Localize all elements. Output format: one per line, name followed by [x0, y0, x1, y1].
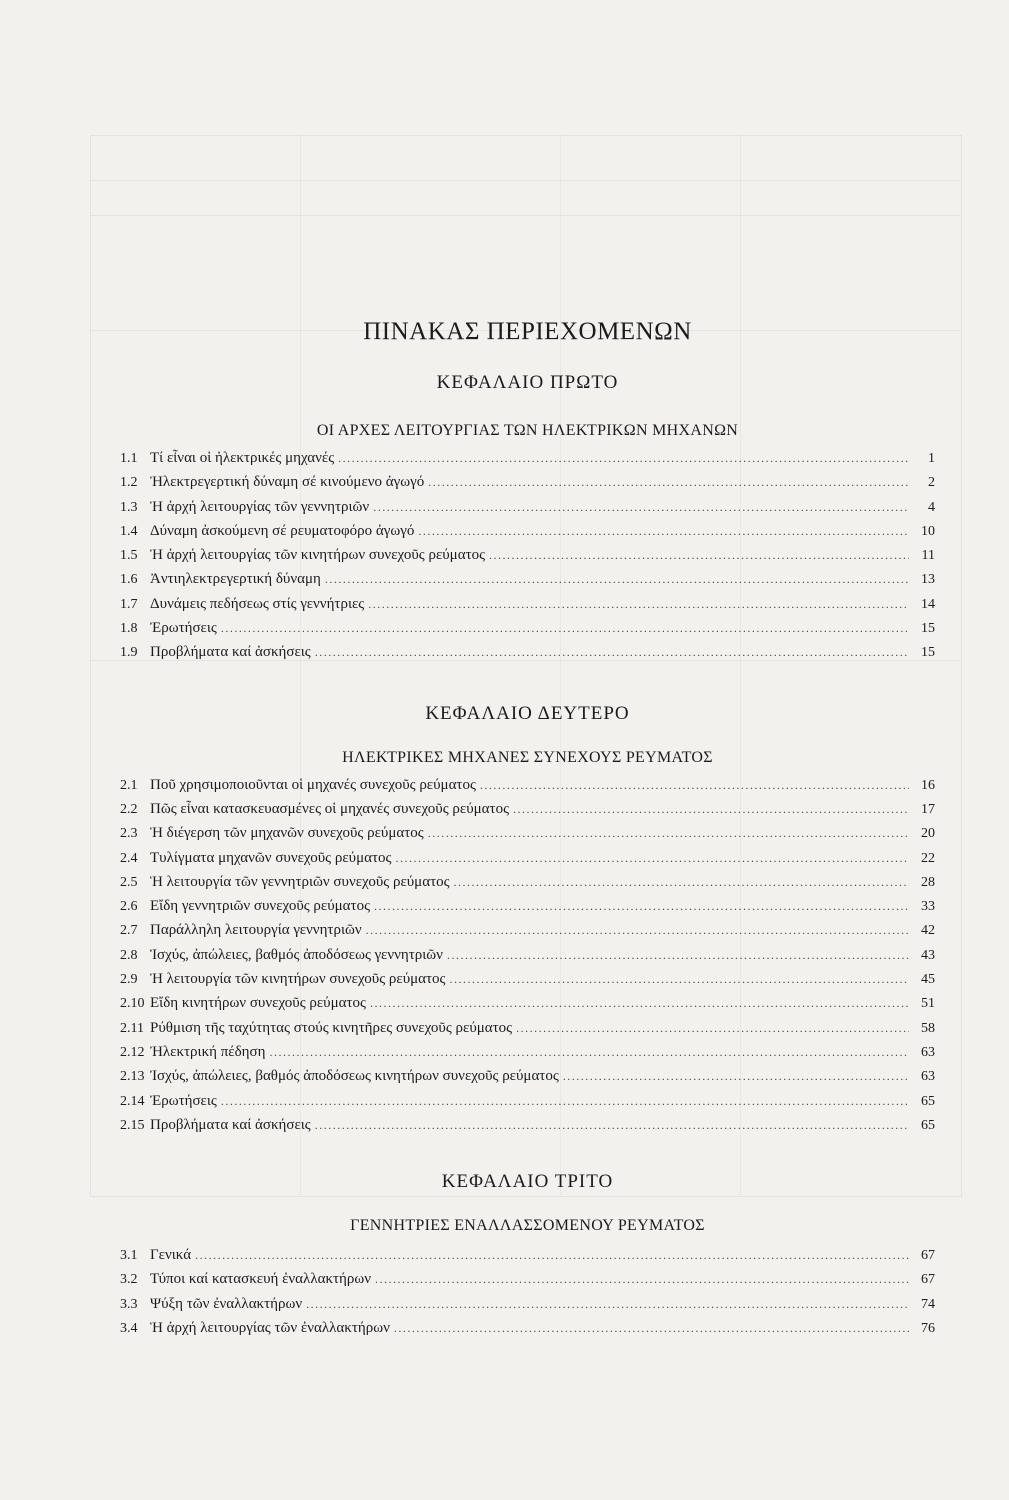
chapter-entries: [120, 1247, 935, 1344]
chapter-3: [120, 1167, 935, 1344]
section-title: Ἀντιηλεκτρεγερτική δύναμη: [150, 571, 321, 588]
dot-leader: [513, 802, 909, 817]
section-number: 1.7: [120, 596, 138, 612]
toc-entry[interactable]: [120, 995, 935, 1019]
toc-entry[interactable]: [120, 1044, 935, 1068]
toc-entry[interactable]: [120, 474, 935, 498]
section-title: Δυνάμεις πεδήσεως στίς γεννήτριες: [150, 595, 365, 612]
toc-entry[interactable]: [120, 644, 935, 668]
section-title: Εἴδη κινητήρων συνεχοῦς ρεύματος: [150, 995, 366, 1012]
page-number: 76: [921, 1321, 935, 1337]
section-title: Προβλήματα καί ἀσκήσεις: [150, 644, 311, 661]
bleed-through-line: [90, 180, 960, 181]
section-number: 1.8: [120, 621, 138, 637]
page-number: 42: [921, 923, 935, 939]
dot-leader: [516, 1021, 909, 1036]
page-number: 17: [921, 801, 935, 817]
section-title: Ἐρωτήσεις: [150, 1092, 217, 1109]
dot-leader: [395, 851, 909, 866]
chapter-1: [120, 368, 935, 669]
page-number: 45: [921, 972, 935, 988]
page-number: 15: [921, 645, 935, 661]
section-number: 3.2: [120, 1272, 138, 1288]
chapter-entries: [120, 450, 935, 669]
section-title: Ἡ ἀρχή λειτουργίας τῶν ἐναλλακτήρων: [150, 1320, 390, 1337]
section-number: 2.11: [120, 1020, 144, 1036]
section-title: Ἡ ἀρχή λειτουργίας τῶν γεννητριῶν: [150, 498, 370, 515]
toc-entry[interactable]: [120, 971, 935, 995]
toc-entry[interactable]: [120, 620, 935, 644]
section-number: 2.8: [120, 947, 138, 963]
section-title: Ἠλεκτρεγερτική δύναμη σέ κινούμενο ἀγωγό: [150, 474, 425, 491]
section-number: 2.3: [120, 826, 138, 842]
chapter-heading: ΚΕΦΑΛΑΙΟ ΔΕΥΤΕΡΟ: [425, 702, 630, 724]
chapter-subtitle: ΟΙ ΑΡΧΕΣ ΛΕΙΤΟΥΡΓΙΑΣ ΤΩΝ ΗΛΕΚΤΡΙΚΩΝ ΜΗΧΑΝΩΝ: [316, 422, 739, 439]
toc-entry[interactable]: [120, 523, 935, 547]
dot-leader: [375, 1272, 909, 1287]
toc-entry[interactable]: [120, 1320, 935, 1344]
section-number: 2.15: [120, 1117, 145, 1133]
section-number: 1.4: [120, 523, 138, 539]
section-title: Ρύθμιση τῆς ταχύτητας στούς κινητῆρες συνεχοῦς ρεύματος: [150, 1019, 513, 1036]
page-title: ΠΙΝΑΚΑΣ ΠΕΡΙΕΧΟΜΕΝΩΝ: [363, 318, 692, 345]
page-number: 67: [921, 1272, 935, 1288]
section-title: Ποῦ χρησιμοποιοῦνται οἱ μηχανές συνεχοῦς ρεύματος: [150, 776, 476, 793]
page-number: 63: [921, 1069, 935, 1085]
dot-leader: [269, 1045, 909, 1060]
toc-entry[interactable]: [120, 898, 935, 922]
page-number: 67: [921, 1248, 935, 1264]
section-title: Ἡ λειτουργία τῶν γεννητριῶν συνεχοῦς ρεύματος: [150, 873, 450, 890]
bleed-through-line: [90, 215, 960, 216]
section-title: Ἠλεκτρική πέδηση: [150, 1043, 266, 1060]
section-title: Ἡ λειτουργία τῶν κινητήρων συνεχοῦς ρεύματος: [150, 971, 446, 988]
section-number: 1.2: [120, 475, 138, 491]
page-number: 4: [928, 499, 935, 515]
dot-leader: [221, 621, 909, 636]
page-number: 65: [921, 1093, 935, 1109]
dot-leader: [221, 1094, 909, 1109]
section-title: Ἡ ἀρχή λειτουργίας τῶν κινητήρων συνεχοῦς ρεύματος: [150, 547, 486, 564]
page-number: 2: [928, 475, 935, 491]
dot-leader: [428, 475, 909, 490]
page-number: 58: [921, 1020, 935, 1036]
toc-entry[interactable]: [120, 1296, 935, 1320]
dot-leader: [325, 572, 909, 587]
section-title: Προβλήματα καί ἀσκήσεις: [150, 1116, 311, 1133]
page-number: 33: [921, 899, 935, 915]
toc-entry[interactable]: [120, 777, 935, 801]
dot-leader: [480, 778, 909, 793]
section-number: 1.6: [120, 572, 138, 588]
section-title: Τυλίγματα μηχανῶν συνεχοῦς ρεύματος: [150, 849, 392, 866]
section-number: 2.9: [120, 972, 138, 988]
section-number: 2.6: [120, 899, 138, 915]
section-title: Ἰσχύς, ἀπώλειες, βαθμός ἀποδόσεως γεννητριῶν: [150, 946, 443, 963]
section-title: Εἴδη γεννητριῶν συνεχοῦς ρεύματος: [150, 898, 371, 915]
section-number: 2.4: [120, 850, 138, 866]
dot-leader: [454, 875, 909, 890]
toc-entry[interactable]: [120, 1068, 935, 1092]
section-number: 3.4: [120, 1321, 138, 1337]
toc-entry[interactable]: [120, 450, 935, 474]
dot-leader: [370, 996, 909, 1011]
section-title: Παράλληλη λειτουργία γεννητριῶν: [150, 922, 362, 939]
dot-leader: [374, 899, 909, 914]
toc-entry[interactable]: [120, 571, 935, 595]
toc-entry[interactable]: [120, 874, 935, 898]
page-number: 15: [921, 621, 935, 637]
section-number: 3.1: [120, 1248, 138, 1264]
dot-leader: [394, 1321, 909, 1336]
toc-entry[interactable]: [120, 1117, 935, 1141]
page-number: 22: [921, 850, 935, 866]
table-of-contents: [120, 300, 935, 1344]
dot-leader: [450, 972, 910, 987]
toc-entry[interactable]: [120, 547, 935, 571]
section-number: 2.10: [120, 996, 145, 1012]
page-number: 20: [921, 826, 935, 842]
page-number: 13: [921, 572, 935, 588]
dot-leader: [195, 1248, 909, 1263]
dot-leader: [306, 1297, 909, 1312]
page-number: 65: [921, 1117, 935, 1133]
section-number: 1.5: [120, 548, 138, 564]
chapter-heading: ΚΕΦΑΛΑΙΟ ΤΡΙΤΟ: [441, 1171, 614, 1193]
page-number: 28: [921, 874, 935, 890]
section-title: Γενικά: [150, 1247, 192, 1264]
dot-leader: [366, 923, 909, 938]
section-title: Ἡ διέγερση τῶν μηχανῶν συνεχοῦς ρεύματος: [150, 825, 424, 842]
chapter-subtitle: ΓΕΝΝΗΤΡΙΕΣ ΕΝΑΛΛΑΣΣΟΜΕΝΟΥ ΡΕΥΜΑΤΟΣ: [350, 1217, 705, 1235]
page-number: 14: [921, 596, 935, 612]
toc-entry[interactable]: [120, 1093, 935, 1117]
dot-leader: [563, 1069, 909, 1084]
chapter-subtitle: ΗΛΕΚΤΡΙΚΕΣ ΜΗΧΑΝΕΣ ΣΥΝΕΧΟΥΣ ΡΕΥΜΑΤΟΣ: [342, 748, 713, 766]
section-number: 1.1: [120, 451, 138, 466]
chapter-heading: ΚΕΦΑΛΑΙΟ ΠΡΩΤΟ: [436, 372, 619, 393]
chapter-entries: [120, 777, 935, 1141]
page-number: 16: [921, 777, 935, 793]
dot-leader: [489, 548, 909, 563]
page-number: 63: [921, 1044, 935, 1060]
dot-leader: [315, 1118, 909, 1133]
dot-leader: [447, 948, 909, 963]
section-number: 2.13: [120, 1069, 145, 1085]
section-number: 1.3: [120, 499, 138, 515]
section-number: 2.5: [120, 874, 138, 890]
toc-entry[interactable]: [120, 825, 935, 849]
section-number: 2.12: [120, 1044, 145, 1060]
dot-leader: [373, 500, 909, 515]
section-number: 1.9: [120, 645, 138, 661]
section-title: Δύναμη ἀσκούμενη σέ ρευματοφόρο ἀγωγό: [150, 522, 415, 539]
section-number: 2.1: [120, 777, 138, 793]
section-number: 2.7: [120, 923, 138, 939]
section-number: 3.3: [120, 1296, 138, 1312]
toc-entry[interactable]: [120, 1020, 935, 1044]
page-number: 51: [921, 996, 935, 1012]
page-number: 74: [921, 1296, 935, 1312]
section-number: 2.2: [120, 801, 138, 817]
section-title: Ἰσχύς, ἀπώλειες, βαθμός ἀποδόσεως κινητήρων συνεχοῦς ρεύματος: [150, 1068, 559, 1085]
toc-entry[interactable]: [120, 499, 935, 523]
dot-leader: [418, 524, 909, 539]
toc-entry[interactable]: [120, 596, 935, 620]
dot-leader: [368, 597, 909, 612]
section-title: Τί εἶναι οἱ ἠλεκτρικές μηχανές: [150, 450, 335, 466]
toc-entry[interactable]: [120, 1271, 935, 1295]
section-title: Ἐρωτήσεις: [150, 620, 217, 637]
section-number: 2.14: [120, 1093, 145, 1109]
page-number: 1: [928, 451, 935, 466]
page-number: 10: [921, 523, 935, 539]
toc-entry[interactable]: [120, 922, 935, 946]
toc-entry[interactable]: [120, 947, 935, 971]
dot-leader: [338, 451, 909, 466]
page-number: 11: [921, 548, 935, 564]
dot-leader: [315, 645, 909, 660]
section-title: Ψύξη τῶν ἐναλλακτήρων: [150, 1295, 303, 1312]
toc-entry[interactable]: [120, 801, 935, 825]
section-title: Πῶς εἶναι κατασκευασμένες οἱ μηχανές συνεχοῦς ρεύματος: [150, 800, 510, 817]
section-title: Τύποι καί κατασκευή ἐναλλακτήρων: [150, 1271, 372, 1288]
toc-entry[interactable]: [120, 1247, 935, 1271]
toc-entry[interactable]: [120, 850, 935, 874]
page-number: 43: [921, 947, 935, 963]
chapter-2: [120, 699, 935, 1141]
dot-leader: [428, 826, 909, 841]
